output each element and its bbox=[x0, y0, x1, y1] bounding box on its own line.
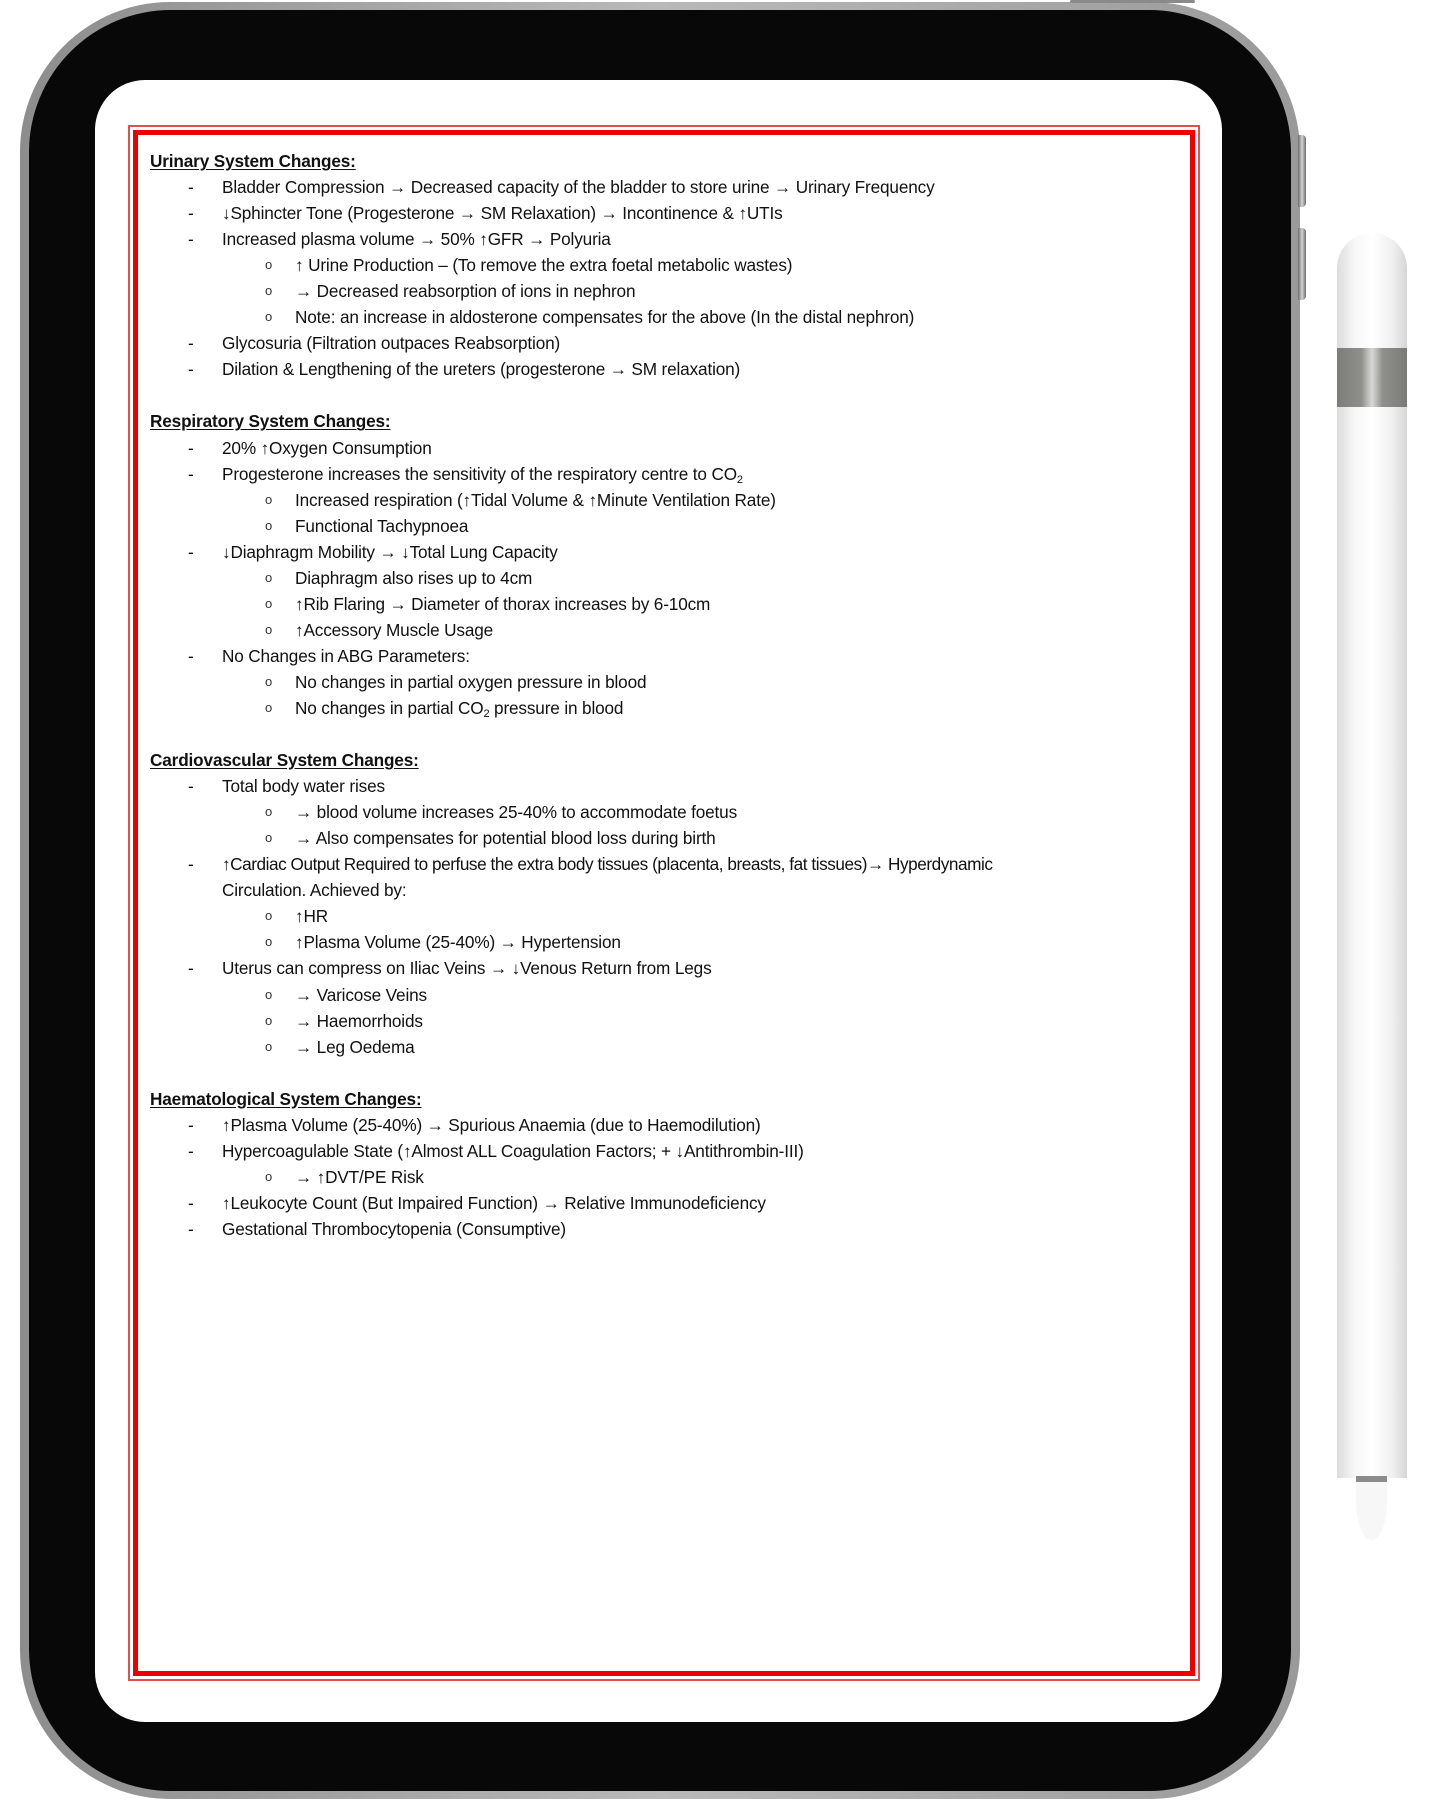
list-item-text: Circulation. Achieved by: bbox=[222, 880, 407, 901]
sub-list-item-text: Note: an increase in aldosterone compensates for the above (In the distal nephron) bbox=[295, 307, 915, 328]
sub-list-item bbox=[150, 565, 1190, 591]
list-item-text: Gestational Thrombocytopenia (Consumptive) bbox=[222, 1218, 566, 1239]
circle-bullet-icon: o bbox=[265, 569, 273, 585]
list-item bbox=[150, 330, 1190, 356]
list-item bbox=[150, 174, 1190, 200]
stylus-pencil-body bbox=[1337, 233, 1407, 1478]
sub-list-item-text: → Decreased reabsorption of ions in nephron bbox=[295, 281, 636, 302]
sub-list-item-text: ↑ Urine Production – (To remove the extra foetal metabolic wastes) bbox=[295, 255, 793, 276]
section-heading-haematological bbox=[150, 1086, 1190, 1112]
circle-bullet-icon: o bbox=[265, 595, 273, 611]
circle-bullet-icon: o bbox=[265, 1038, 273, 1054]
list-item-text: Dilation & Lengthening of the ureters (progesterone → SM relaxation) bbox=[222, 359, 741, 380]
sub-list-item bbox=[150, 591, 1190, 617]
circle-bullet-icon: o bbox=[265, 804, 273, 820]
sub-list-item-text: → Leg Oedema bbox=[295, 1036, 415, 1057]
document-page bbox=[150, 148, 1190, 1242]
blank-line bbox=[150, 721, 1190, 747]
dash-bullet: - bbox=[188, 541, 194, 562]
stylus-pencil-tip bbox=[1356, 1482, 1387, 1540]
circle-bullet-icon: o bbox=[265, 621, 273, 637]
list-item bbox=[150, 643, 1190, 669]
sub-list-item-text: ↑Plasma Volume (25-40%) → Hypertension bbox=[295, 932, 621, 953]
sub-list-item-text: No changes in partial oxygen pressure in blood bbox=[295, 671, 647, 692]
circle-bullet-icon: o bbox=[265, 283, 273, 299]
sub-list-item bbox=[150, 669, 1190, 695]
sub-list-item bbox=[150, 825, 1190, 851]
sub-list-item-text: Diaphragm also rises up to 4cm bbox=[295, 567, 533, 588]
list-item-continuation bbox=[150, 877, 1190, 903]
dash-bullet: - bbox=[188, 229, 194, 250]
sub-list-item-text: → ↑DVT/PE Risk bbox=[295, 1166, 424, 1187]
list-item-text: No Changes in ABG Parameters: bbox=[222, 645, 470, 666]
list-item-text: 20% ↑Oxygen Consumption bbox=[222, 437, 432, 458]
list-item bbox=[150, 356, 1190, 382]
dash-bullet: - bbox=[188, 776, 194, 797]
section-heading-respiratory bbox=[150, 408, 1190, 434]
circle-bullet-icon: o bbox=[265, 1012, 273, 1028]
section-heading-cardiovascular bbox=[150, 747, 1190, 773]
sub-list-item-text: Increased respiration (↑Tidal Volume & ↑Minute Ventilation Rate) bbox=[295, 489, 776, 510]
top-power-button bbox=[1070, 0, 1195, 3]
list-item-text: Hypercoagulable State (↑Almost ALL Coagulation Factors; + ↓Antithrombin-III) bbox=[222, 1140, 804, 1161]
sub-list-item bbox=[150, 1164, 1190, 1190]
list-item-text bbox=[222, 461, 743, 487]
sub-list-item-text: → Also compensates for potential blood loss during birth bbox=[295, 828, 716, 849]
circle-bullet-icon: o bbox=[265, 934, 273, 950]
circle-bullet-icon: o bbox=[265, 517, 273, 533]
list-item bbox=[150, 1216, 1190, 1242]
sub-list-item bbox=[150, 513, 1190, 539]
subscript: 2 bbox=[483, 707, 490, 720]
dash-bullet: - bbox=[188, 1192, 194, 1213]
sub-list-item-text bbox=[295, 695, 623, 721]
list-item-text: Increased plasma volume → 50% ↑GFR → Polyuria bbox=[222, 229, 611, 250]
sub-list-item-text: Functional Tachypnoea bbox=[295, 515, 469, 536]
circle-bullet-icon: o bbox=[265, 491, 273, 507]
dash-bullet: - bbox=[188, 177, 194, 198]
dash-bullet: - bbox=[188, 645, 194, 666]
list-item-text: ↓Diaphragm Mobility → ↓Total Lung Capacity bbox=[222, 541, 558, 562]
sub-list-item bbox=[150, 982, 1190, 1008]
dash-bullet: - bbox=[188, 203, 194, 224]
circle-bullet-icon: o bbox=[265, 986, 273, 1002]
sub-list-item bbox=[150, 903, 1190, 929]
dash-bullet: - bbox=[188, 1218, 194, 1239]
list-item bbox=[150, 539, 1190, 565]
text-part: No changes in partial CO bbox=[295, 697, 484, 718]
list-item bbox=[150, 773, 1190, 799]
circle-bullet-icon: o bbox=[265, 1168, 273, 1184]
circle-bullet-icon: o bbox=[265, 257, 273, 273]
sub-list-item bbox=[150, 695, 1190, 721]
dash-bullet: - bbox=[188, 359, 194, 380]
sub-list-item bbox=[150, 1034, 1190, 1060]
text-part: Progesterone increases the sensitivity of the respiratory centre to CO bbox=[222, 463, 737, 484]
sub-list-item-text: ↑Rib Flaring → Diameter of thorax increases by 6-10cm bbox=[295, 593, 711, 614]
list-item-text: ↓Sphincter Tone (Progesterone → SM Relaxation) → Incontinence & ↑UTIs bbox=[222, 203, 783, 224]
section-heading-urinary bbox=[150, 148, 1190, 174]
sub-list-item-text: ↑HR bbox=[295, 906, 328, 927]
sub-list-item bbox=[150, 304, 1190, 330]
blank-line bbox=[150, 1060, 1190, 1086]
list-item bbox=[150, 1138, 1190, 1164]
section-title: Respiratory System Changes: bbox=[150, 411, 391, 432]
section-title: Haematological System Changes: bbox=[150, 1088, 422, 1109]
section-title: Urinary System Changes: bbox=[150, 151, 356, 171]
text-part: pressure in blood bbox=[489, 697, 624, 718]
dash-bullet: - bbox=[188, 333, 194, 354]
list-item bbox=[150, 200, 1190, 226]
sub-list-item bbox=[150, 252, 1190, 278]
list-item bbox=[150, 851, 1190, 877]
dash-bullet: - bbox=[188, 437, 194, 458]
circle-bullet-icon: o bbox=[265, 908, 273, 924]
sub-list-item bbox=[150, 1008, 1190, 1034]
list-item bbox=[150, 461, 1190, 487]
list-item-text: ↑Leukocyte Count (But Impaired Function) → Relative Immunodeficiency bbox=[222, 1192, 766, 1213]
dash-bullet: - bbox=[188, 463, 194, 484]
list-item bbox=[150, 226, 1190, 252]
sub-list-item bbox=[150, 278, 1190, 304]
dash-bullet: - bbox=[188, 1140, 194, 1161]
list-item-text: Bladder Compression → Decreased capacity of the bladder to store urine → Urinary Frequency bbox=[222, 177, 935, 198]
subscript: 2 bbox=[736, 473, 743, 486]
list-item bbox=[150, 955, 1190, 981]
circle-bullet-icon: o bbox=[265, 673, 273, 689]
sub-list-item bbox=[150, 487, 1190, 513]
list-item-text: Glycosuria (Filtration outpaces Reabsorption) bbox=[222, 333, 561, 354]
sub-list-item-text: → blood volume increases 25-40% to accommodate foetus bbox=[295, 802, 738, 823]
list-item bbox=[150, 1190, 1190, 1216]
list-item bbox=[150, 1112, 1190, 1138]
sub-list-item-text: ↑Accessory Muscle Usage bbox=[295, 619, 494, 640]
volume-up-button bbox=[1298, 135, 1306, 207]
blank-line bbox=[150, 382, 1190, 408]
sub-list-item-text: → Varicose Veins bbox=[295, 984, 427, 1005]
list-item-text: Uterus can compress on Iliac Veins → ↓Venous Return from Legs bbox=[222, 958, 712, 979]
list-item bbox=[150, 435, 1190, 461]
sub-list-item-text: → Haemorrhoids bbox=[295, 1010, 423, 1031]
dash-bullet: - bbox=[188, 1114, 194, 1135]
volume-down-button bbox=[1298, 228, 1306, 300]
sub-list-item bbox=[150, 929, 1190, 955]
stylus-pencil-band bbox=[1337, 348, 1407, 407]
list-item-text: ↑Cardiac Output Required to perfuse the extra body tissues (placenta, breasts, fat tissues)→ Hyperdynamic bbox=[222, 854, 993, 875]
section-title: Cardiovascular System Changes: bbox=[150, 750, 419, 771]
sub-list-item bbox=[150, 799, 1190, 825]
circle-bullet-icon: o bbox=[265, 699, 273, 715]
dash-bullet: - bbox=[188, 958, 194, 979]
circle-bullet-icon: o bbox=[265, 830, 273, 846]
list-item-text: ↑Plasma Volume (25-40%) → Spurious Anaemia (due to Haemodilution) bbox=[222, 1114, 761, 1135]
sub-list-item bbox=[150, 617, 1190, 643]
list-item-text: Total body water rises bbox=[222, 776, 385, 797]
dash-bullet: - bbox=[188, 854, 194, 875]
circle-bullet-icon: o bbox=[265, 309, 273, 325]
